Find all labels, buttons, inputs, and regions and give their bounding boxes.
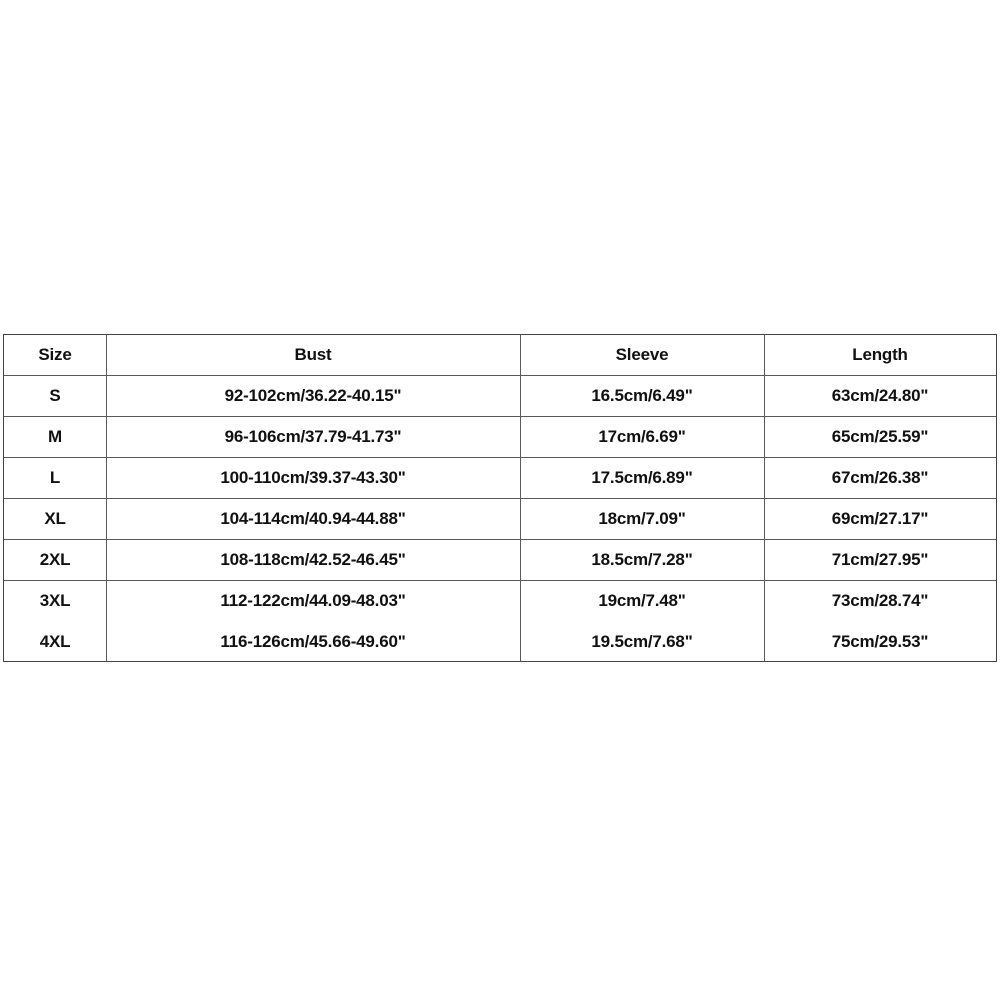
length-cell: 71cm/27.95" bbox=[831, 550, 929, 569]
header-sleeve: Sleeve bbox=[615, 345, 669, 364]
length-cell: 63cm/24.80" bbox=[831, 386, 929, 405]
bust-cell: 108-118cm/42.52-46.45" bbox=[220, 550, 406, 569]
size-cell: 4XL bbox=[39, 632, 71, 651]
sleeve-cell: 18cm/7.09" bbox=[598, 509, 686, 528]
sleeve-cell: 18.5cm/7.28" bbox=[591, 550, 693, 569]
size-cell: XL bbox=[44, 509, 66, 528]
header-bust: Bust bbox=[294, 345, 332, 364]
sleeve-cell: 17cm/6.69" bbox=[598, 427, 686, 446]
bust-cell: 92-102cm/36.22-40.15" bbox=[224, 386, 402, 405]
size-cell: M bbox=[48, 427, 62, 446]
size-chart-table bbox=[3, 334, 997, 662]
bust-cell: 112-122cm/44.09-48.03" bbox=[220, 591, 406, 610]
length-cell: 73cm/28.74" bbox=[831, 591, 929, 610]
sleeve-cell: 19cm/7.48" bbox=[598, 591, 686, 610]
length-cell: 75cm/29.53" bbox=[831, 632, 929, 651]
size-cell: S bbox=[49, 386, 61, 405]
bust-cell: 96-106cm/37.79-41.73" bbox=[224, 427, 402, 446]
sleeve-cell: 17.5cm/6.89" bbox=[591, 468, 693, 487]
bust-cell: 104-114cm/40.94-44.88" bbox=[220, 509, 406, 528]
header-length: Length bbox=[852, 345, 908, 364]
length-cell: 69cm/27.17" bbox=[831, 509, 929, 528]
sleeve-cell: 16.5cm/6.49" bbox=[591, 386, 693, 405]
bust-cell: 116-126cm/45.66-49.60" bbox=[220, 632, 406, 651]
size-cell: 3XL bbox=[39, 591, 71, 610]
size-cell: 2XL bbox=[39, 550, 71, 569]
size-cell: L bbox=[49, 468, 61, 487]
header-size: Size bbox=[38, 345, 72, 364]
sleeve-cell: 19.5cm/7.68" bbox=[591, 632, 693, 651]
length-cell: 65cm/25.59" bbox=[831, 427, 929, 446]
bust-cell: 100-110cm/39.37-43.30" bbox=[220, 468, 406, 487]
length-cell: 67cm/26.38" bbox=[831, 468, 929, 487]
